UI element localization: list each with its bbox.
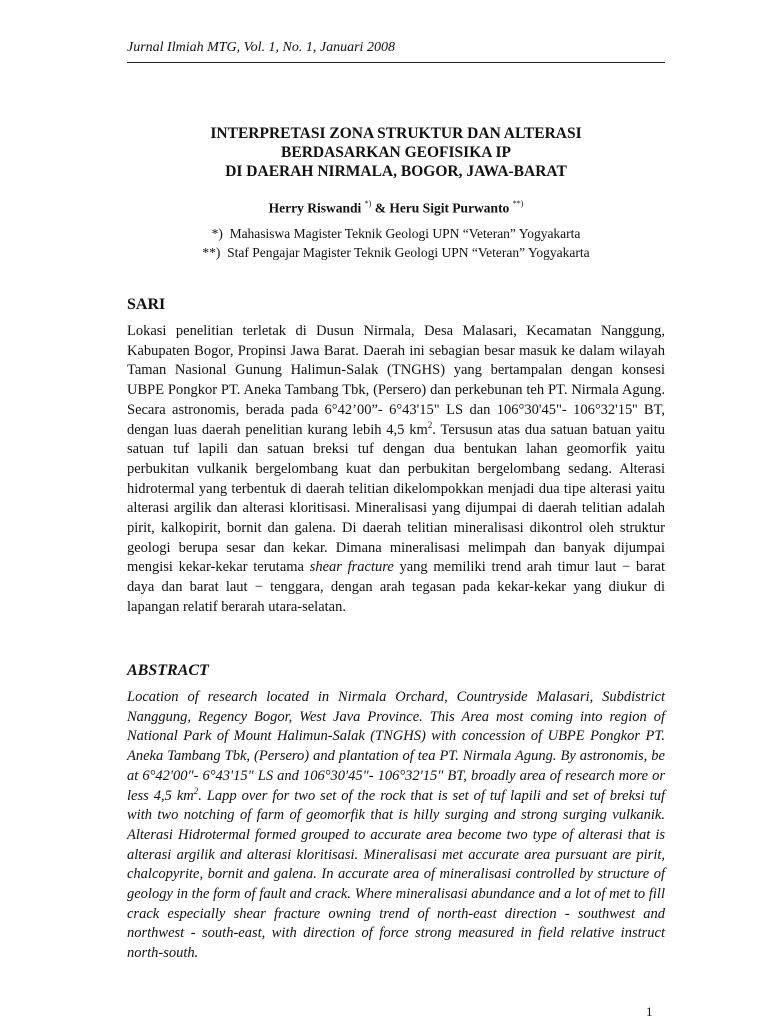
- sari-text-part-2: . Tersusun atas dua satuan batuan yaitu satuan tuf lapili dan satuan breksi tuf dengan dua bentukan lahan geomorfik yaitu perbukitan vulkanik bergelombang kuat dan perbukitan bergelombang sedang. Alterasi hidrotermal yang terbentuk di daerah telitian dikelompokkan menjadi dua tipe alterasi yaitu alterasi argilik dan alterasi kloritisasi. Mineralisasi yang dijumpai di daerah telitian adalah pirit, kalkopirit, bornit dan galena. Di daerah telitian mineralisasi dikontrol oleh struktur geologi berupa sesar dan kekar. Dimana mineralisasi melimpah dan banyak dijumpai mengisi kekar-kekar terutama: [127, 421, 665, 576]
- affiliation-mark: *): [211, 226, 230, 241]
- affiliations: [127, 224, 665, 262]
- title-line-2: BERDASARKAN GEOFISIKA IP: [281, 144, 511, 161]
- affiliation-text: Mahasiswa Magister Teknik Geologi UPN “Veteran” Yogyakarta: [229, 226, 581, 241]
- sari-italic-term: shear fracture: [309, 559, 394, 576]
- sari-text-part-1: Lokasi penelitian terletak di Dusun Nirmala, Desa Malasari, Kecamatan Nanggung, Kabupaten Bogor, Propinsi Jawa Barat. Daerah ini sebagian besar masuk ke dalam wilayah Taman Nasional Gunung Halimun-Salak (TNGHS) yang bertampalan dengan konsesi UBPE Pongkor PT. Aneka Tambang Tbk, (Persero) dan perkebunan teh PT. Nirmala Agung. Secara astronomis, berada pada 6°42’00”- 6°43'15" LS dan 106°30'45"- 106°32'15'' BT, dengan luas daerah penelitian kurang lebih 4,5 km: [127, 323, 665, 438]
- sari-paragraph: [127, 322, 665, 618]
- affiliation-2: [127, 243, 665, 262]
- abstract-text-part-2: . Lapp over for two set of the rock that is set of tuf lapili and set of breksi tuf with two notching of farm of geomorfik that is hilly surging and strong surging vulkanik. Alterasi Hidrotermal formed grouped to accurate area become two type of alterasi that is alterasi argilik and alterasi kloritisasi. Mineralisasi met accurate area pursuant are pirit, chalcopyrite, bornit and galena. In accurate area of mineralisasi controlled by structure of geology in the form of fault and crack. Where mineralisasi abundance and a lot of met to fill crack especially shear fracture owning trend of north-east direction - southwest and northwest - south-east, with direction of force strong measured in field relative instruct north-south.: [127, 787, 665, 962]
- abstract-paragraph: [127, 688, 665, 964]
- sari-text-part-3: yang memiliki trend arah timur laut − barat daya dan barat laut − tenggara, dengan arah tegasan pada kekar-kekar yang diukur di lapangan relatif berarah utara-selatan.: [127, 559, 666, 615]
- author-name-2: Heru Sigit Purwanto: [389, 200, 510, 216]
- author-affiliation-mark-2: **): [512, 199, 524, 208]
- page-number: 1: [646, 1004, 653, 1019]
- journal-header: Jurnal Ilmiah MTG, Vol. 1, No. 1, Januari 2008: [127, 40, 395, 55]
- sari-heading: SARI: [127, 296, 166, 313]
- author-affiliation-mark-1: *): [364, 199, 372, 208]
- affiliation-1: [127, 224, 665, 243]
- author-separator: &: [371, 200, 390, 216]
- author-name-1: Herry Riswandi: [268, 200, 362, 216]
- affiliation-mark: **): [202, 245, 228, 260]
- header-divider: [127, 62, 665, 63]
- paper-title: [127, 124, 665, 181]
- title-line-3: DI DAERAH NIRMALA, BOGOR, JAWA-BARAT: [225, 163, 567, 180]
- abstract-superscript: 2: [193, 785, 199, 796]
- author-line: [127, 200, 665, 217]
- title-line-1: INTERPRETASI ZONA STRUKTUR DAN ALTERASI: [210, 125, 582, 142]
- abstract-heading: ABSTRACT: [127, 662, 209, 679]
- affiliation-text: Staf Pengajar Magister Teknik Geologi UPN “Veteran” Yogyakarta: [227, 245, 590, 260]
- sari-superscript: 2: [427, 419, 433, 430]
- abstract-text-part-1: Location of research located in Nirmala Orchard, Countryside Malasari, Subdistrict Nanggung, Regency Bogor, West Java Province. This Area most coming into region of National Park of Mount Halimun-Salak (TNGHS) with concession of UBPE Pongkor PT. Aneka Tambang Tbk, (Persero) and plantation of tea PT. Nirmala Agung. By astronomis, be at 6°42'00"- 6°43'15" LS and 106°30'45"- 106°32'15" BT, broadly area of research more or less 4,5 km: [127, 689, 665, 804]
